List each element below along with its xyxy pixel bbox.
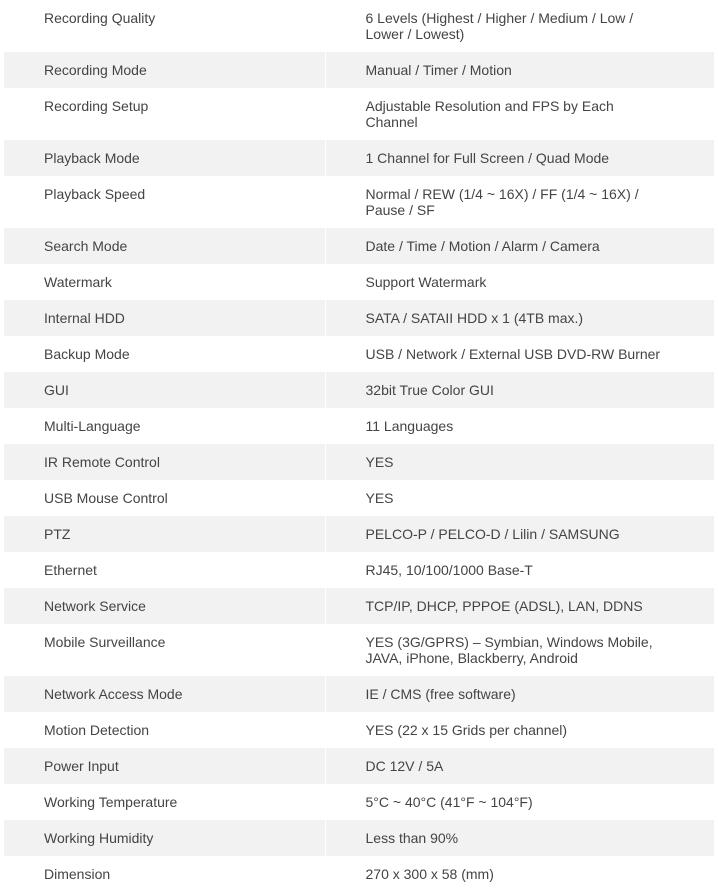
table-row	[4, 0, 714, 52]
spec-label: Internal HDD	[4, 300, 325, 336]
spec-label: Ethernet	[4, 552, 325, 588]
spec-value: YES	[325, 444, 714, 480]
table-row	[4, 88, 714, 140]
table-row	[4, 856, 714, 892]
spec-label: IR Remote Control	[4, 444, 325, 480]
table-row	[4, 336, 714, 372]
table-row	[4, 624, 714, 676]
spec-value: 32bit True Color GUI	[325, 372, 714, 408]
table-row	[4, 712, 714, 748]
spec-value: 11 Languages	[365, 418, 454, 434]
spec-value: Support Watermark	[365, 274, 487, 290]
spec-value: YES (3G/GPRS) – Symbian, Windows Mobile, JAVA, iPhone, Blackberry, Android	[365, 634, 653, 666]
table-row	[4, 820, 714, 856]
spec-label: Motion Detection	[4, 712, 325, 748]
spec-value: DC 12V / 5A	[325, 748, 714, 784]
spec-value: YES (22 x 15 Grids per channel)	[365, 722, 568, 738]
spec-label: Backup Mode	[4, 336, 325, 372]
spec-label: PTZ	[4, 516, 325, 552]
spec-label: Search Mode	[4, 228, 325, 264]
spec-label: Recording Setup	[4, 88, 325, 140]
table-row	[4, 516, 714, 552]
table-row	[4, 444, 714, 480]
table-row	[4, 52, 714, 88]
spec-value: YES	[365, 490, 394, 506]
spec-label: Network Service	[4, 588, 325, 624]
spec-value: 1 Channel for Full Screen / Quad Mode	[325, 140, 714, 176]
table-row	[4, 408, 714, 444]
table-row	[4, 480, 714, 516]
table-row	[4, 228, 714, 264]
spec-value: USB / Network / External USB DVD-RW Burner	[365, 346, 661, 362]
spec-label: Power Input	[4, 748, 325, 784]
table-row	[4, 300, 714, 336]
spec-label: Playback Mode	[4, 140, 325, 176]
table-row	[4, 552, 714, 588]
spec-value: 6 Levels (Highest / Higher / Medium / Low / Lower / Lowest)	[365, 10, 634, 42]
spec-label: Working Humidity	[4, 820, 325, 856]
spec-value: Normal / REW (1/4 ~ 16X) / FF (1/4 ~ 16X) / Pause / SF	[365, 186, 639, 218]
spec-table	[4, 0, 714, 892]
spec-label: Working Temperature	[4, 784, 325, 820]
spec-value: SATA / SATAII HDD x 1 (4TB max.)	[325, 300, 714, 336]
spec-value: 5°C ~ 40°C (41°F ~ 104°F)	[365, 794, 533, 810]
table-row	[4, 784, 714, 820]
table-row	[4, 372, 714, 408]
spec-label: USB Mouse Control	[4, 480, 325, 516]
table-row	[4, 748, 714, 784]
spec-label: Playback Speed	[4, 176, 325, 228]
table-row	[4, 588, 714, 624]
spec-label: Watermark	[4, 264, 325, 300]
table-row	[4, 676, 714, 712]
spec-value: RJ45, 10/100/1000 Base-T	[365, 562, 533, 578]
spec-label: Recording Quality	[4, 0, 325, 52]
spec-value: Adjustable Resolution and FPS by Each Channel	[365, 98, 614, 130]
spec-value: 270 x 300 x 58 (mm)	[365, 866, 494, 882]
spec-label: Dimension	[4, 856, 325, 892]
spec-value: IE / CMS (free software)	[325, 676, 714, 712]
spec-label: Network Access Mode	[4, 676, 325, 712]
spec-value: PELCO-P / PELCO-D / Lilin / SAMSUNG	[325, 516, 714, 552]
spec-value: Date / Time / Motion / Alarm / Camera	[325, 228, 714, 264]
spec-label: GUI	[4, 372, 325, 408]
table-row	[4, 264, 714, 300]
spec-label: Multi-Language	[4, 408, 325, 444]
spec-label: Recording Mode	[4, 52, 325, 88]
table-row	[4, 140, 714, 176]
spec-value: TCP/IP, DHCP, PPPOE (ADSL), LAN, DDNS	[325, 588, 714, 624]
spec-label: Mobile Surveillance	[4, 624, 325, 676]
spec-value: Manual / Timer / Motion	[325, 52, 714, 88]
spec-value: Less than 90%	[325, 820, 714, 856]
table-row	[4, 176, 714, 228]
